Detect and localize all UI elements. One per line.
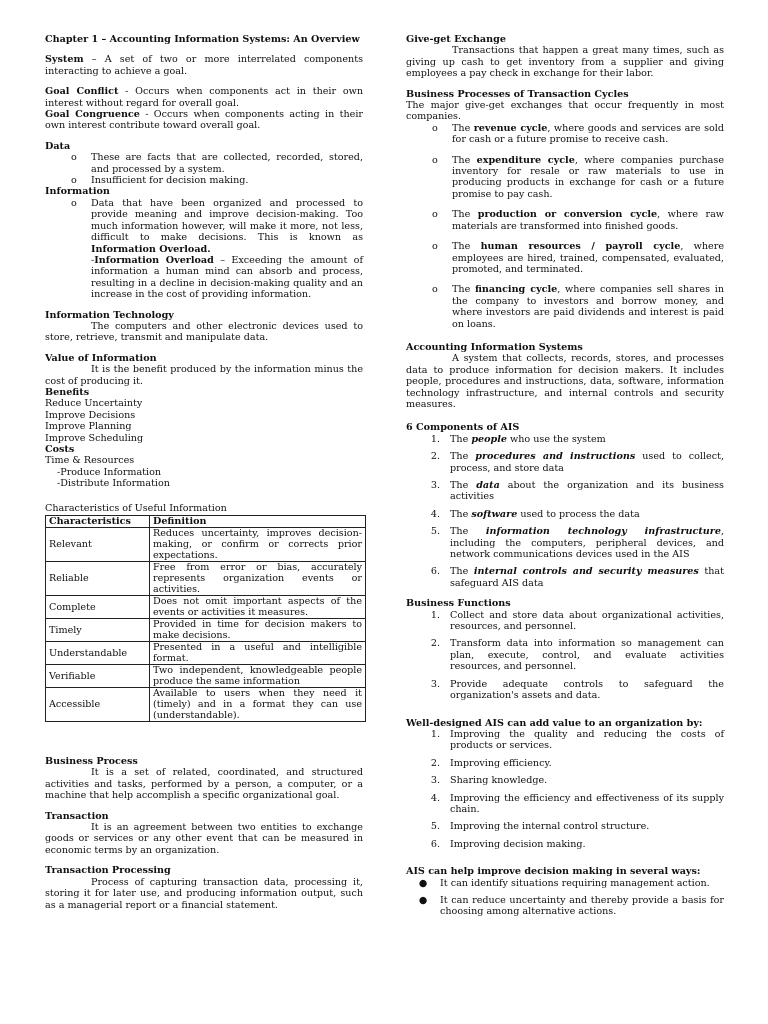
component-item: 1. The people who use the system	[430, 433, 606, 445]
chapter-title: Chapter 1 – Accounting Information Systems: An Overview	[45, 34, 360, 45]
table-row	[46, 596, 366, 619]
give-get-text: Transactions that happen a great many times, such as giving up cash to get inventory from a supplier and giving employees a pay check in exchange for their labor.	[406, 45, 724, 80]
benefit-item: Improve Planning	[45, 421, 132, 433]
table-cell: Reduces uncertainty, improves decision-making, or confirm or corrects prior expectations.	[150, 528, 366, 562]
data-bullet: o Insufficient for decision making.	[45, 175, 363, 186]
costs-heading: Costs	[45, 444, 75, 455]
value-add-item: 3. Sharing knowledge.	[430, 775, 548, 787]
component-item: 3. The data about the organization and its business activities	[430, 480, 724, 503]
table-cell: Free from error or bias, accurately represents organization events or activities.	[150, 562, 366, 596]
system-term: System	[45, 54, 84, 66]
cycle-item: o The financing cycle, where companies sell shares in the company to investors and borrow money, and where investors are paid dividends and interest is paid on loans.	[406, 284, 724, 330]
value-add-heading: Well-designed AIS can add value to an organization by:	[406, 717, 703, 729]
table-header: Definition	[150, 516, 366, 528]
functions-heading: Business Functions	[406, 598, 511, 610]
benefit-item: Improve Decisions	[45, 409, 136, 421]
goal-conflict-definition	[45, 86, 363, 109]
data-heading: Data	[45, 140, 71, 152]
cost-item: Time & Resources	[45, 455, 135, 467]
cycle-item: o The expenditure cycle, where companies purchase inventory for resale or raw materials to use in producing products in exchange for cash or a future promise to pay cash.	[406, 155, 724, 201]
decision-heading: AIS can help improve decision making in several ways:	[406, 866, 701, 878]
system-definition	[45, 54, 363, 77]
information-bullet: o Data that have been organized and processed to provide meaning and improve decision-making. Too much information however, will make it more, not less, difficult to make decisions. This is known as Information Overload. -Information Overload – Exceeding the amount of information a human mind can absorb and process, resulting in a decline in decision-making quality and an increase in the cost of providing information.	[45, 198, 363, 301]
function-item: 1. Collect and store data about organizational activities, resources, and personnel.	[430, 609, 724, 633]
table-header-row	[46, 516, 366, 528]
it-heading: Information Technology	[45, 309, 174, 321]
components-heading: 6 Components of AIS	[406, 422, 520, 434]
component-item: 2. The procedures and instructions used to collect, process, and store data	[430, 451, 724, 474]
transaction-processing-text: Process of capturing transaction data, processing it, storing it for later use, and producing information output, such as a managerial report or a financial statement.	[45, 876, 363, 911]
function-item: 2. Transform data into information so management can plan, execute, control, and evaluate activities resources, and personnel.	[430, 638, 724, 673]
value-add-item: 5. Improving the internal control structure.	[430, 821, 650, 833]
table-cell: Understandable	[46, 642, 150, 665]
benefit-item: Reduce Uncertainty	[45, 398, 143, 410]
cost-item: -Produce Information	[57, 466, 162, 478]
information-text: Data that have been organized and processed to provide meaning and improve decision-making. Too much information however, will make it more, not less, difficult to make decisions. This is known as	[91, 197, 363, 244]
function-item: 3. Provide adequate controls to safeguard the organization's assets and data.	[430, 678, 724, 702]
component-item: 5. The information technology infrastructure, including the computers, peripheral devices, and network communications devices used in the AIS	[430, 526, 724, 561]
table-cell: Presented in a useful and intelligible format.	[150, 642, 366, 665]
circle-bullet-icon: o	[71, 197, 77, 209]
value-add-item: 6. Improving decision making.	[430, 838, 586, 850]
information-heading: Information	[45, 186, 110, 198]
table-cell: Verifiable	[46, 665, 150, 688]
table-cell: Provided in time for decision makers to make decisions.	[150, 619, 366, 642]
table-row	[46, 528, 366, 562]
table-row	[46, 562, 366, 596]
circle-bullet-icon: o	[432, 241, 438, 253]
bullet-dot-icon: ●	[418, 894, 428, 906]
table-row	[46, 688, 366, 722]
cycle-item: o The revenue cycle, where goods and services are sold for cash or a future promise to receive cash.	[406, 123, 724, 146]
left-column	[45, 34, 363, 911]
goal-congruence-text: - Occurs when components acting in their own interest contribute toward overall goal.	[45, 109, 364, 132]
table-header: Characteristics	[46, 516, 150, 528]
business-process-heading: Business Process	[45, 756, 138, 768]
bullet-dot-icon: ●	[418, 877, 428, 889]
transaction-text: It is an agreement between two entities to exchange goods or services or any other event that can be measured in economic terms by an organization.	[45, 822, 363, 856]
table-row	[46, 619, 366, 642]
system-text: – A set of two or more interrelated components interacting to achieve a goal.	[45, 54, 363, 77]
business-process-text: It is a set of related, coordinated, and structured activities and tasks, performed by a person, a computer, or a machine that help accomplish a specific organizational goal.	[45, 767, 363, 802]
table-row	[46, 642, 366, 665]
cycles-intro: The major give-get exchanges that occur frequently in most companies.	[406, 100, 724, 123]
circle-bullet-icon: o	[432, 154, 438, 166]
cycle-item: o The human resources / payroll cycle, where employees are hired, trained, compensated, evaluated, promoted, and terminated.	[406, 241, 724, 275]
give-get-heading: Give-get Exchange	[406, 34, 506, 45]
transaction-heading: Transaction	[45, 810, 109, 822]
value-add-item: 4. Improving the efficiency and effectiveness of its supply chain.	[430, 792, 724, 815]
circle-bullet-icon: o	[432, 284, 438, 296]
value-add-item: 1. Improving the quality and reducing the costs of products or services.	[430, 728, 724, 752]
goal-conflict-term: Goal Conflict	[45, 86, 119, 98]
table-cell: Two independent, knowledgeable people produce the same information	[150, 665, 366, 688]
table-cell: Accessible	[46, 688, 150, 722]
value-heading: Value of Information	[45, 352, 157, 364]
goal-congruence-term: Goal Congruence	[45, 109, 140, 121]
information-overload-term: Information Overload.	[91, 243, 211, 255]
ais-text: A system that collects, records, stores, and processes data to produce information for decision makers. It includes people, procedures and instructions, data, software, information technology infrastructure, and internal controls and security measures.	[406, 353, 724, 410]
cost-item: -Distribute Information	[57, 478, 170, 490]
component-item: 6. The internal controls and security measures that safeguard AIS data	[430, 566, 724, 589]
data-bullet: o These are facts that are collected, recorded, stored, and processed by a system.	[45, 152, 363, 175]
cycle-item: o The production or conversion cycle, where raw materials are transformed into finished goods.	[406, 209, 724, 232]
table-cell: Relevant	[46, 528, 150, 562]
circle-bullet-icon: o	[432, 209, 438, 221]
decision-item: ● It can reduce uncertainty and thereby provide a basis for choosing among alternative actions.	[406, 895, 724, 918]
right-column	[406, 34, 724, 918]
information-overload-label: Information Overload	[94, 254, 214, 266]
it-text: The computers and other electronic devices used to store, retrieve, transmit and manipulate data.	[45, 320, 363, 344]
circle-bullet-icon: o	[71, 152, 77, 164]
table-row	[46, 665, 366, 688]
value-text: It is the benefit produced by the information minus the cost of producing it.	[45, 364, 363, 387]
goal-conflict-text: - Occurs when components act in their own interest without regard for overall goal.	[45, 86, 364, 109]
cycles-heading: Business Processes of Transaction Cycles	[406, 88, 629, 100]
information-overload-text: – Exceeding the amount of information a human mind can absorb and process, resulting in a decline in decision-making quality and an increase in the cost of providing information.	[91, 254, 364, 301]
decision-item: ● It can identify situations requiring management action.	[406, 878, 724, 889]
ais-heading: Accounting Information Systems	[406, 341, 583, 353]
table-cell: Available to users when they need it (timely) and in a format they can use (understandable).	[150, 688, 366, 722]
circle-bullet-icon: o	[432, 122, 438, 134]
circle-bullet-icon: o	[71, 175, 77, 187]
benefit-item: Improve Scheduling	[45, 432, 144, 444]
component-item: 4. The software used to process the data	[430, 508, 640, 520]
benefits-heading: Benefits	[45, 386, 90, 398]
table-caption: Characteristics of Useful Information	[45, 502, 227, 514]
table-cell: Timely	[46, 619, 150, 642]
goal-congruence-definition	[45, 109, 363, 132]
table-cell: Reliable	[46, 562, 150, 596]
characteristics-table	[45, 515, 366, 722]
table-cell: Complete	[46, 596, 150, 619]
table-cell: Does not omit important aspects of the events or activities it measures.	[150, 596, 366, 619]
value-add-item: 2. Improving efficiency.	[430, 757, 552, 769]
transaction-processing-heading: Transaction Processing	[45, 865, 171, 877]
